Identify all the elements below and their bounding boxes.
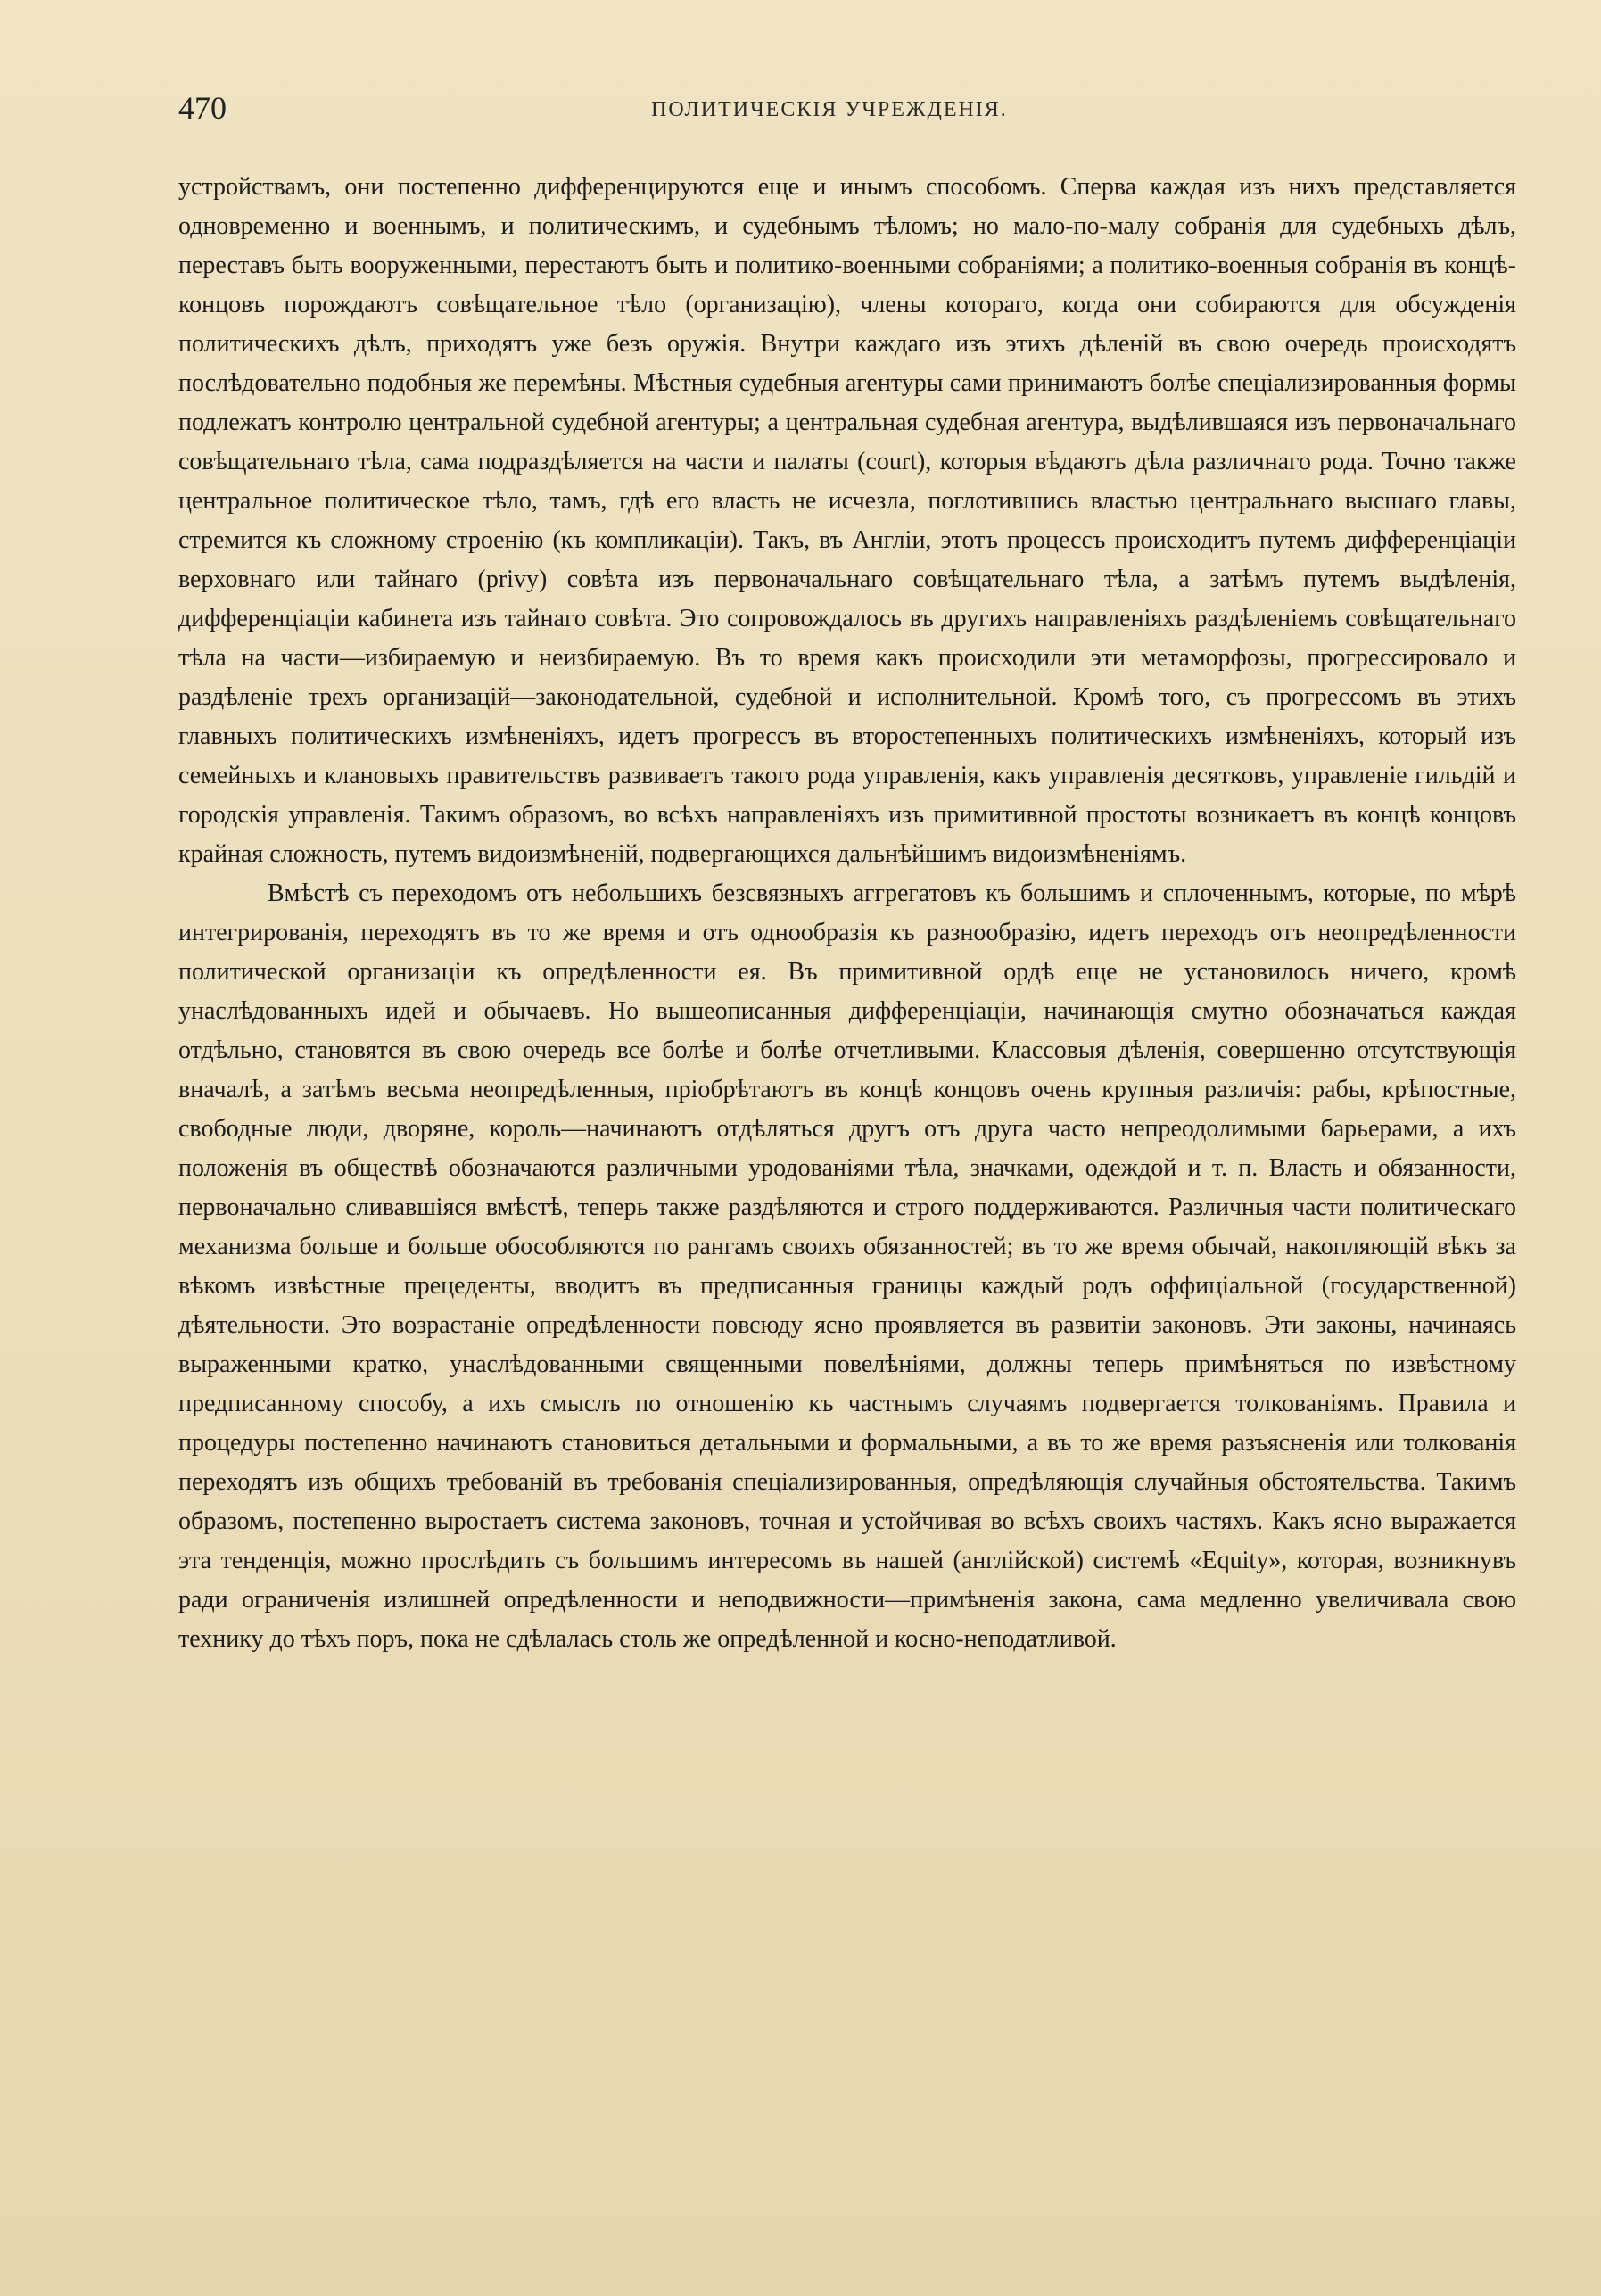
body-text	[178, 168, 1516, 1659]
paragraph: устройствамъ, они постепенно дифференцируются еще и инымъ способомъ. Сперва каждая изъ нихъ представляется одновременно и военнымъ, и политическимъ, и судебнымъ тѣломъ; но мало-по-малу собранія для судебныхъ дѣлъ, переставъ быть вооруженными, перестаютъ быть и политико-военными собраніями; а политико-военныя собранія въ концѣ-концовъ порождаютъ совѣщательное тѣло (организацію), члены котораго, когда они собираются для обсужденія политическихъ дѣлъ, приходятъ уже безъ оружія. Внутри каждаго изъ этихъ дѣленій въ свою очередь происходятъ послѣдовательно подобныя же перемѣны. Мѣстныя судебныя агентуры сами принимаютъ болѣе спеціализированныя формы подлежатъ контролю центральной судебной агентуры; а центральная судебная агентура, выдѣлившаяся изъ первоначальнаго совѣщательнаго тѣла, сама подраздѣляется на части и палаты (court), которыя вѣдаютъ дѣла различнаго рода. Точно также центральное политическое тѣло, тамъ, гдѣ его власть не исчезла, поглотившись властью центральнаго высшаго главы, стремится къ сложному строенію (къ компликаціи). Такъ, въ Англіи, этотъ процессъ происходитъ путемъ дифференціаціи верховнаго или тайнаго (privy) совѣта изъ первоначальнаго совѣщательнаго тѣла, а затѣмъ путемъ выдѣленія, дифференціаціи кабинета изъ тайнаго совѣта. Это сопровождалось въ другихъ направленіяхъ раздѣленіемъ совѣщательнаго тѣла на части—избираемую и неизбираемую. Въ то время какъ происходили эти метаморфозы, прогрессировало и раздѣленіе трехъ организацій—законодательной, судебной и исполнительной. Кромѣ того, съ прогрессомъ въ этихъ главныхъ политическихъ измѣненіяхъ, идетъ прогрессъ въ второстепенныхъ политическихъ измѣненіяхъ, который изъ семейныхъ и клановыхъ правительствъ развиваетъ такого рода управленія, какъ управленія десятковъ, управленіе гильдій и городскія управленія. Такимъ образомъ, во всѣхъ направленіяхъ изъ примитивной простоты возникаетъ въ концѣ концовъ крайная сложность, путемъ видоизмѣненій, подвергающихся дальнѣйшимъ видоизмѣненіямъ.	[178, 173, 1516, 868]
running-head: ПОЛИТИЧЕСКІЯ УЧРЕЖДЕНІЯ.	[651, 98, 1008, 121]
page-header	[178, 89, 1516, 132]
page-number: 470	[178, 90, 227, 126]
paragraph: Вмѣстѣ съ переходомъ отъ небольшихъ безсвязныхъ аггрегатовъ къ большимъ и сплоченнымъ, которые, по мѣрѣ интегрированія, переходятъ въ то же время и отъ однообразія къ разнообразію, идетъ переходъ отъ неопредѣленности политической организаціи къ опредѣленности ея. Въ примитивной ордѣ еще не установилось ничего, кромѣ унаслѣдованныхъ идей и обычаевъ. Но вышеописанныя дифференціаціи, начинающія смутно обозначаться каждая отдѣльно, становятся въ свою очередь все болѣе и болѣе отчетливыми. Классовыя дѣленія, совершенно отсутствующія вначалѣ, а затѣмъ весьма неопредѣленныя, пріобрѣтаютъ въ концѣ концовъ очень крупныя различія: рабы, крѣпостные, свободные люди, дворяне, король—начинаютъ отдѣляться другъ отъ друга часто непреодолимыми барьерами, а ихъ положенія въ обществѣ обозначаются различными уродованіями тѣла, значками, одеждой и т. п. Власть и обязанности, первоначально сливавшіяся вмѣстѣ, теперь также раздѣляются и строго поддерживаются. Различныя части политическаго механизма больше и больше обособляются по рангамъ своихъ обязанностей; въ то же время обычай, накопляющій вѣкъ за вѣкомъ извѣстные прецеденты, вводитъ въ предписанныя границы каждый родъ оффиціальной (государственной) дѣятельности. Это возрастаніе опредѣленности повсюду ясно проявляется въ развитіи законовъ. Эти законы, начинаясь выраженными кратко, унаслѣдованными священными повелѣніями, должны теперь примѣняться по извѣстному предписанному способу, а ихъ смыслъ по отношенію къ частнымъ случаямъ подвергается толкованіямъ. Правила и процедуры постепенно начинаютъ становиться детальными и формальными, а въ то же время разъясненія или толкованія переходятъ изъ общихъ требованій въ требованія спеціализированныя, опредѣляющія случайныя обстоятельства. Такимъ образомъ, постепенно выростаетъ система законовъ, точная и устойчивая во всѣхъ своихъ частяхъ. Какъ ясно выражается эта тенденція, можно прослѣдить съ большимъ интересомъ въ нашей (англійской) системѣ «Equity», которая, возникнувъ ради ограниченія излишней опредѣленности и неподвижности—примѣненія закона, сама медленно увеличивала свою технику до тѣхъ поръ, пока не сдѣлалась столь же опредѣленной и косно-неподатливой.	[178, 880, 1516, 1653]
